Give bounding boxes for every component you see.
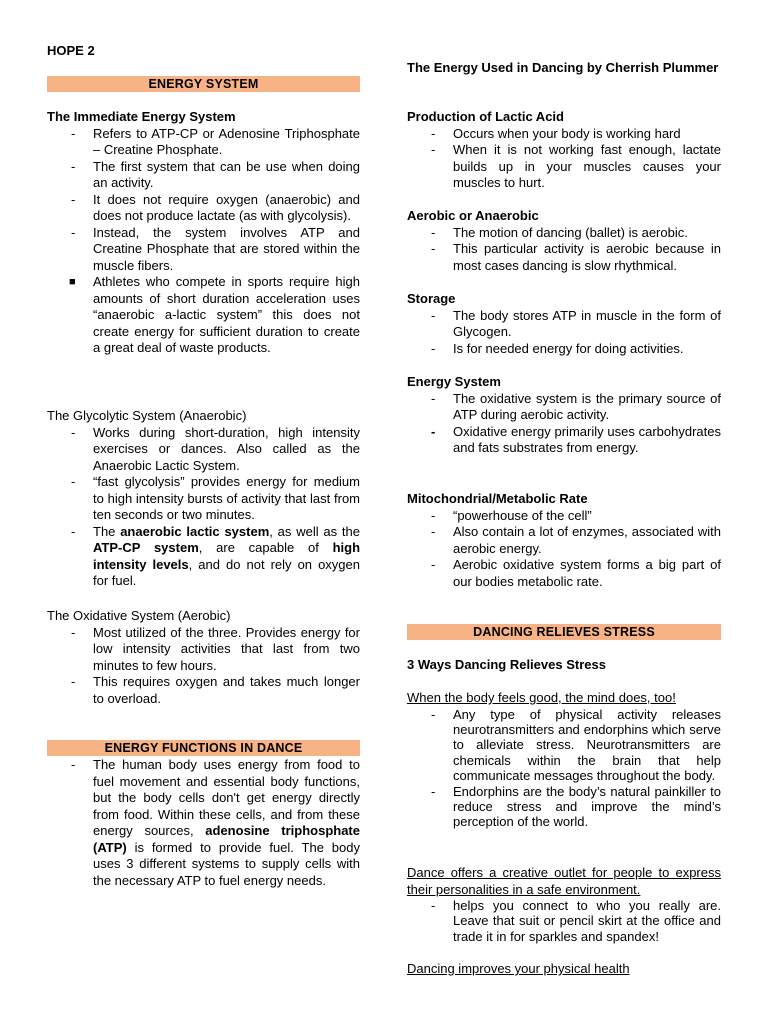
list-item-square: ■ Athletes who compete in sports require high amounts of short duration acceleration uses “anaerobic a-lactic system” this does not create energy for sufficient duration to create a great deal of waste products. (69, 274, 360, 355)
section-heading: Mitochondrial/Metabolic Rate (407, 491, 588, 506)
list-item: - The oxidative system is the primary source of ATP during aerobic activity. (431, 390, 721, 422)
article-title: The Energy Used in Dancing by Cherrish Plummer (407, 60, 719, 75)
section-band-energy-functions: ENERGY FUNCTIONS IN DANCE (47, 740, 360, 756)
list-item: - This requires oxygen and takes much longer to overload. (71, 674, 360, 706)
list-item: - Refers to ATP-CP or Adenosine Triphosphate – Creatine Phosphate. (71, 125, 360, 157)
list-item: - Any type of physical activity releases neurotransmitters and endorphins which serve to alleviate stress. Neurotransmitters are chemicals within the brain that help communicate messages throughout the body. (431, 706, 721, 784)
section-heading-3-ways: 3 Ways Dancing Relieves Stress (407, 657, 606, 672)
section-heading: Energy System (407, 374, 501, 389)
underlined-heading: Dance offers a creative outlet for people to express their personalities in a safe environment. (407, 865, 721, 897)
underlined-heading-physical-health: Dancing improves your physical health (407, 961, 630, 976)
bullet-list (407, 225, 721, 275)
list-item: - It does not require oxygen (anaerobic) and does not produce lactate (as with glycolysis). (71, 191, 360, 223)
bullet-list (407, 898, 721, 944)
bullet-list (47, 757, 360, 889)
section-band-dancing-relieves-stress: DANCING RELIEVES STRESS (407, 624, 721, 640)
list-item: - “fast glycolysis” provides energy for medium to high intensity bursts of activity that last from ten seconds or two minutes. (71, 474, 360, 522)
underlined-heading: When the body feels good, the mind does, too! (407, 690, 676, 705)
bullet-list (407, 308, 721, 358)
list-item: - The motion of dancing (ballet) is aerobic. (431, 224, 688, 240)
list-item: - “powerhouse of the cell” (431, 507, 592, 523)
square-bullet-icon: ■ (69, 276, 76, 288)
section-heading: Storage (407, 291, 456, 306)
list-item: - The body stores ATP in muscle in the form of Glycogen. (431, 307, 721, 339)
section-heading: The Glycolytic System (Anaerobic) (47, 408, 247, 423)
bullet-list (47, 625, 360, 708)
section-heading: The Immediate Energy System (47, 109, 236, 124)
list-item: - Instead, the system involves ATP and Creatine Phosphate that are stored within the muscle fibers. (71, 224, 360, 273)
list-item: - Endorphins are the body’s natural painkiller to reduce stress and improve the mind’s perception of the world. (431, 783, 721, 830)
list-item: - This particular activity is aerobic because in most cases dancing is slow rhythmical. (431, 241, 721, 273)
section-heading: The Oxidative System (Aerobic) (47, 608, 231, 623)
bullet-list (47, 425, 360, 590)
energy-functions-section (47, 757, 360, 889)
list-item: - Also contain a lot of enzymes, associated with aerobic energy. (431, 524, 721, 556)
document-title: HOPE 2 (47, 43, 95, 58)
list-item: - helps you connect to who you really are. Leave that suit or pencil skirt at the office and trade it in for sparkles and spandex! (431, 898, 721, 944)
bullet-list (407, 707, 721, 830)
list-item: - Is for needed energy for doing activities. (431, 340, 684, 356)
list-item: - Aerobic oxidative system forms a big part of our bodies metabolic rate. (431, 557, 721, 589)
glycolytic-section (47, 408, 360, 590)
bullet-list (407, 508, 721, 591)
bullet-list (407, 126, 721, 192)
list-item: - The human body uses energy from food to fuel movement and essential body functions, but the body cells don't get energy directly from food. Within these cells, and from these energy sources, adenosine triphosphate (ATP) is formed to provide fuel. The body uses 3 different systems to supply cells with the necessary ATP to fuel energy needs. (71, 757, 360, 888)
creative-outlet-section (407, 865, 721, 944)
list-item: - The first system that can be use when doing an activity. (71, 158, 360, 190)
list-item: - When it is not working fast enough, lactate builds up in your muscles causes your muscles to hurt. (431, 142, 721, 190)
energy-system-section (407, 374, 721, 457)
oxidative-section (47, 608, 360, 707)
section-heading: Production of Lactic Acid (407, 109, 564, 124)
bullet-list (47, 126, 360, 357)
feels-good-section (407, 690, 721, 830)
list-item: - Occurs when your body is working hard (431, 125, 681, 141)
list-item: - Works during short-duration, high intensity exercises or dances. Also called as the Anaerobic Lactic System. (71, 424, 360, 473)
list-item: - Most utilized of the three. Provides energy for low intensity activities that last from two minutes to few hours. (71, 624, 360, 673)
section-band-energy-system: ENERGY SYSTEM (47, 76, 360, 92)
aerobic-section (407, 208, 721, 274)
section-heading: Aerobic or Anaerobic (407, 208, 539, 223)
bullet-list (407, 391, 721, 457)
lactic-section (407, 109, 721, 192)
mitochondrial-section (407, 491, 721, 590)
storage-section (407, 291, 721, 357)
list-item: - The anaerobic lactic system, as well as the ATP-CP system, are capable of high intensity levels, and do not rely on oxygen for fuel. (71, 523, 361, 588)
list-item: - Oxidative energy primarily uses carbohydrates and fats substrates from energy. (431, 423, 721, 455)
immediate-energy-section (47, 109, 360, 357)
